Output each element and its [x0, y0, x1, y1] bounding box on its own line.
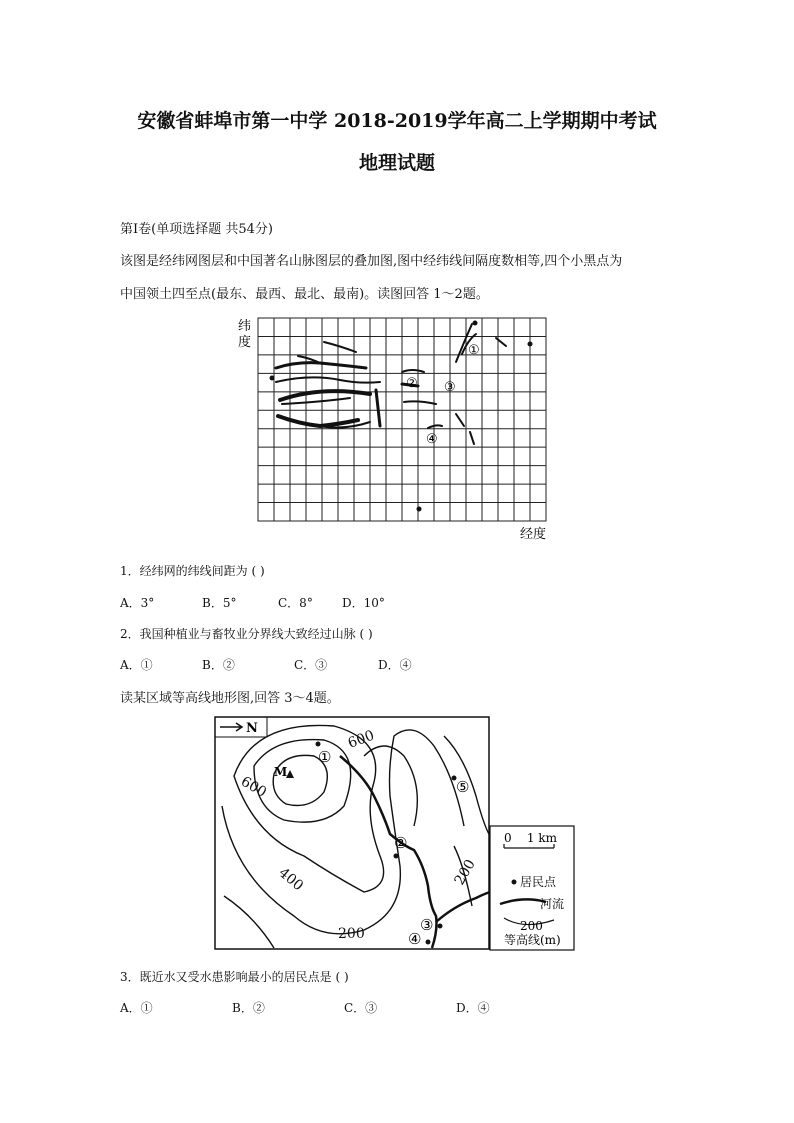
q1-option-b[interactable]: B．5°: [202, 596, 237, 610]
intro-2: 读某区域等高线地形图,回答 3～4题。: [120, 691, 340, 706]
figure-1-grid-map: [230, 312, 560, 544]
q3-option-a[interactable]: A．①: [120, 1001, 153, 1015]
dot-east: [528, 342, 533, 347]
range-marker-1: ①: [468, 343, 480, 358]
question-1-stem: 1．经纬网的纬线间距为 ( ): [120, 564, 265, 578]
range-marker-4: ④: [426, 432, 438, 447]
contour-label-600-a: 600: [345, 727, 377, 752]
q2-option-b[interactable]: B．②: [202, 658, 235, 672]
point-label-4: ④: [408, 930, 422, 948]
contour-label-400: 400: [275, 864, 307, 895]
q2-option-d[interactable]: D．④: [378, 658, 412, 672]
q1-option-a[interactable]: A．3°: [120, 596, 155, 610]
q1-option-c[interactable]: C．8°: [278, 596, 313, 610]
legend-river: 河流: [540, 897, 565, 911]
figure-2-contour-map: [214, 716, 576, 952]
legend-contour: 等高线(m): [504, 933, 561, 947]
settlement-dot-4: [426, 940, 431, 945]
intro-1-line-2: 中国领土四至点(最东、最西、最北、最南)。读图回答 1～2题。: [120, 287, 489, 302]
point-label-1: ①: [318, 748, 332, 766]
legend-settlement: 居民点: [520, 875, 557, 889]
question-3-stem: 3．既近水又受水患影响最小的居民点是 ( ): [120, 970, 349, 984]
q3-option-b[interactable]: B．②: [232, 1001, 265, 1015]
legend-scale-label: 0 1 km: [504, 831, 557, 845]
question-2-stem: 2．我国种植业与畜牧业分界线大致经过山脉 ( ): [120, 627, 373, 641]
settlement-dot-1: [316, 742, 321, 747]
title-line-2: 地理试题: [358, 152, 435, 174]
x-axis-label: 经度: [520, 527, 547, 542]
contour-label-200-a: 200: [338, 926, 365, 942]
q2-option-c[interactable]: C．③: [294, 658, 328, 672]
point-label-5: ⑤: [456, 778, 470, 796]
point-label-2: ②: [394, 834, 408, 852]
contour-label-200-b: 200: [451, 856, 479, 888]
range-marker-2: ②: [406, 376, 418, 391]
settlement-dot-3: [438, 924, 443, 929]
q3-option-c[interactable]: C．③: [344, 1001, 378, 1015]
dot-west: [270, 376, 275, 381]
dot-south: [417, 507, 422, 512]
q1-option-d[interactable]: D．10°: [342, 596, 385, 610]
y-axis-label-line-2: 度: [238, 335, 252, 350]
legend-contour-value: 200: [520, 919, 543, 933]
q3-option-d[interactable]: D．④: [456, 1001, 490, 1015]
q2-option-a[interactable]: A．①: [120, 658, 153, 672]
north-label: N: [246, 721, 258, 736]
intro-1-line-1: 该图是经纬网图层和中国著名山脉图层的叠加图,图中经纬线间隔度数相等,四个小黑点为: [120, 254, 623, 269]
title-line-1: 安徽省蚌埠市第一中学 2018-2019学年高二上学期期中考试: [137, 110, 657, 132]
settlement-dot-2: [394, 854, 399, 859]
range-marker-3: ③: [444, 380, 456, 395]
dot-north: [473, 321, 478, 326]
y-axis-label-line-1: 纬: [238, 319, 252, 334]
legend-settlement-dot: [512, 880, 517, 885]
section-heading: 第Ⅰ卷(单项选择题 共54分): [120, 222, 273, 237]
point-label-3: ③: [420, 916, 434, 934]
peak-label: M: [274, 765, 288, 779]
contour-label-600-b: 600: [238, 773, 270, 801]
